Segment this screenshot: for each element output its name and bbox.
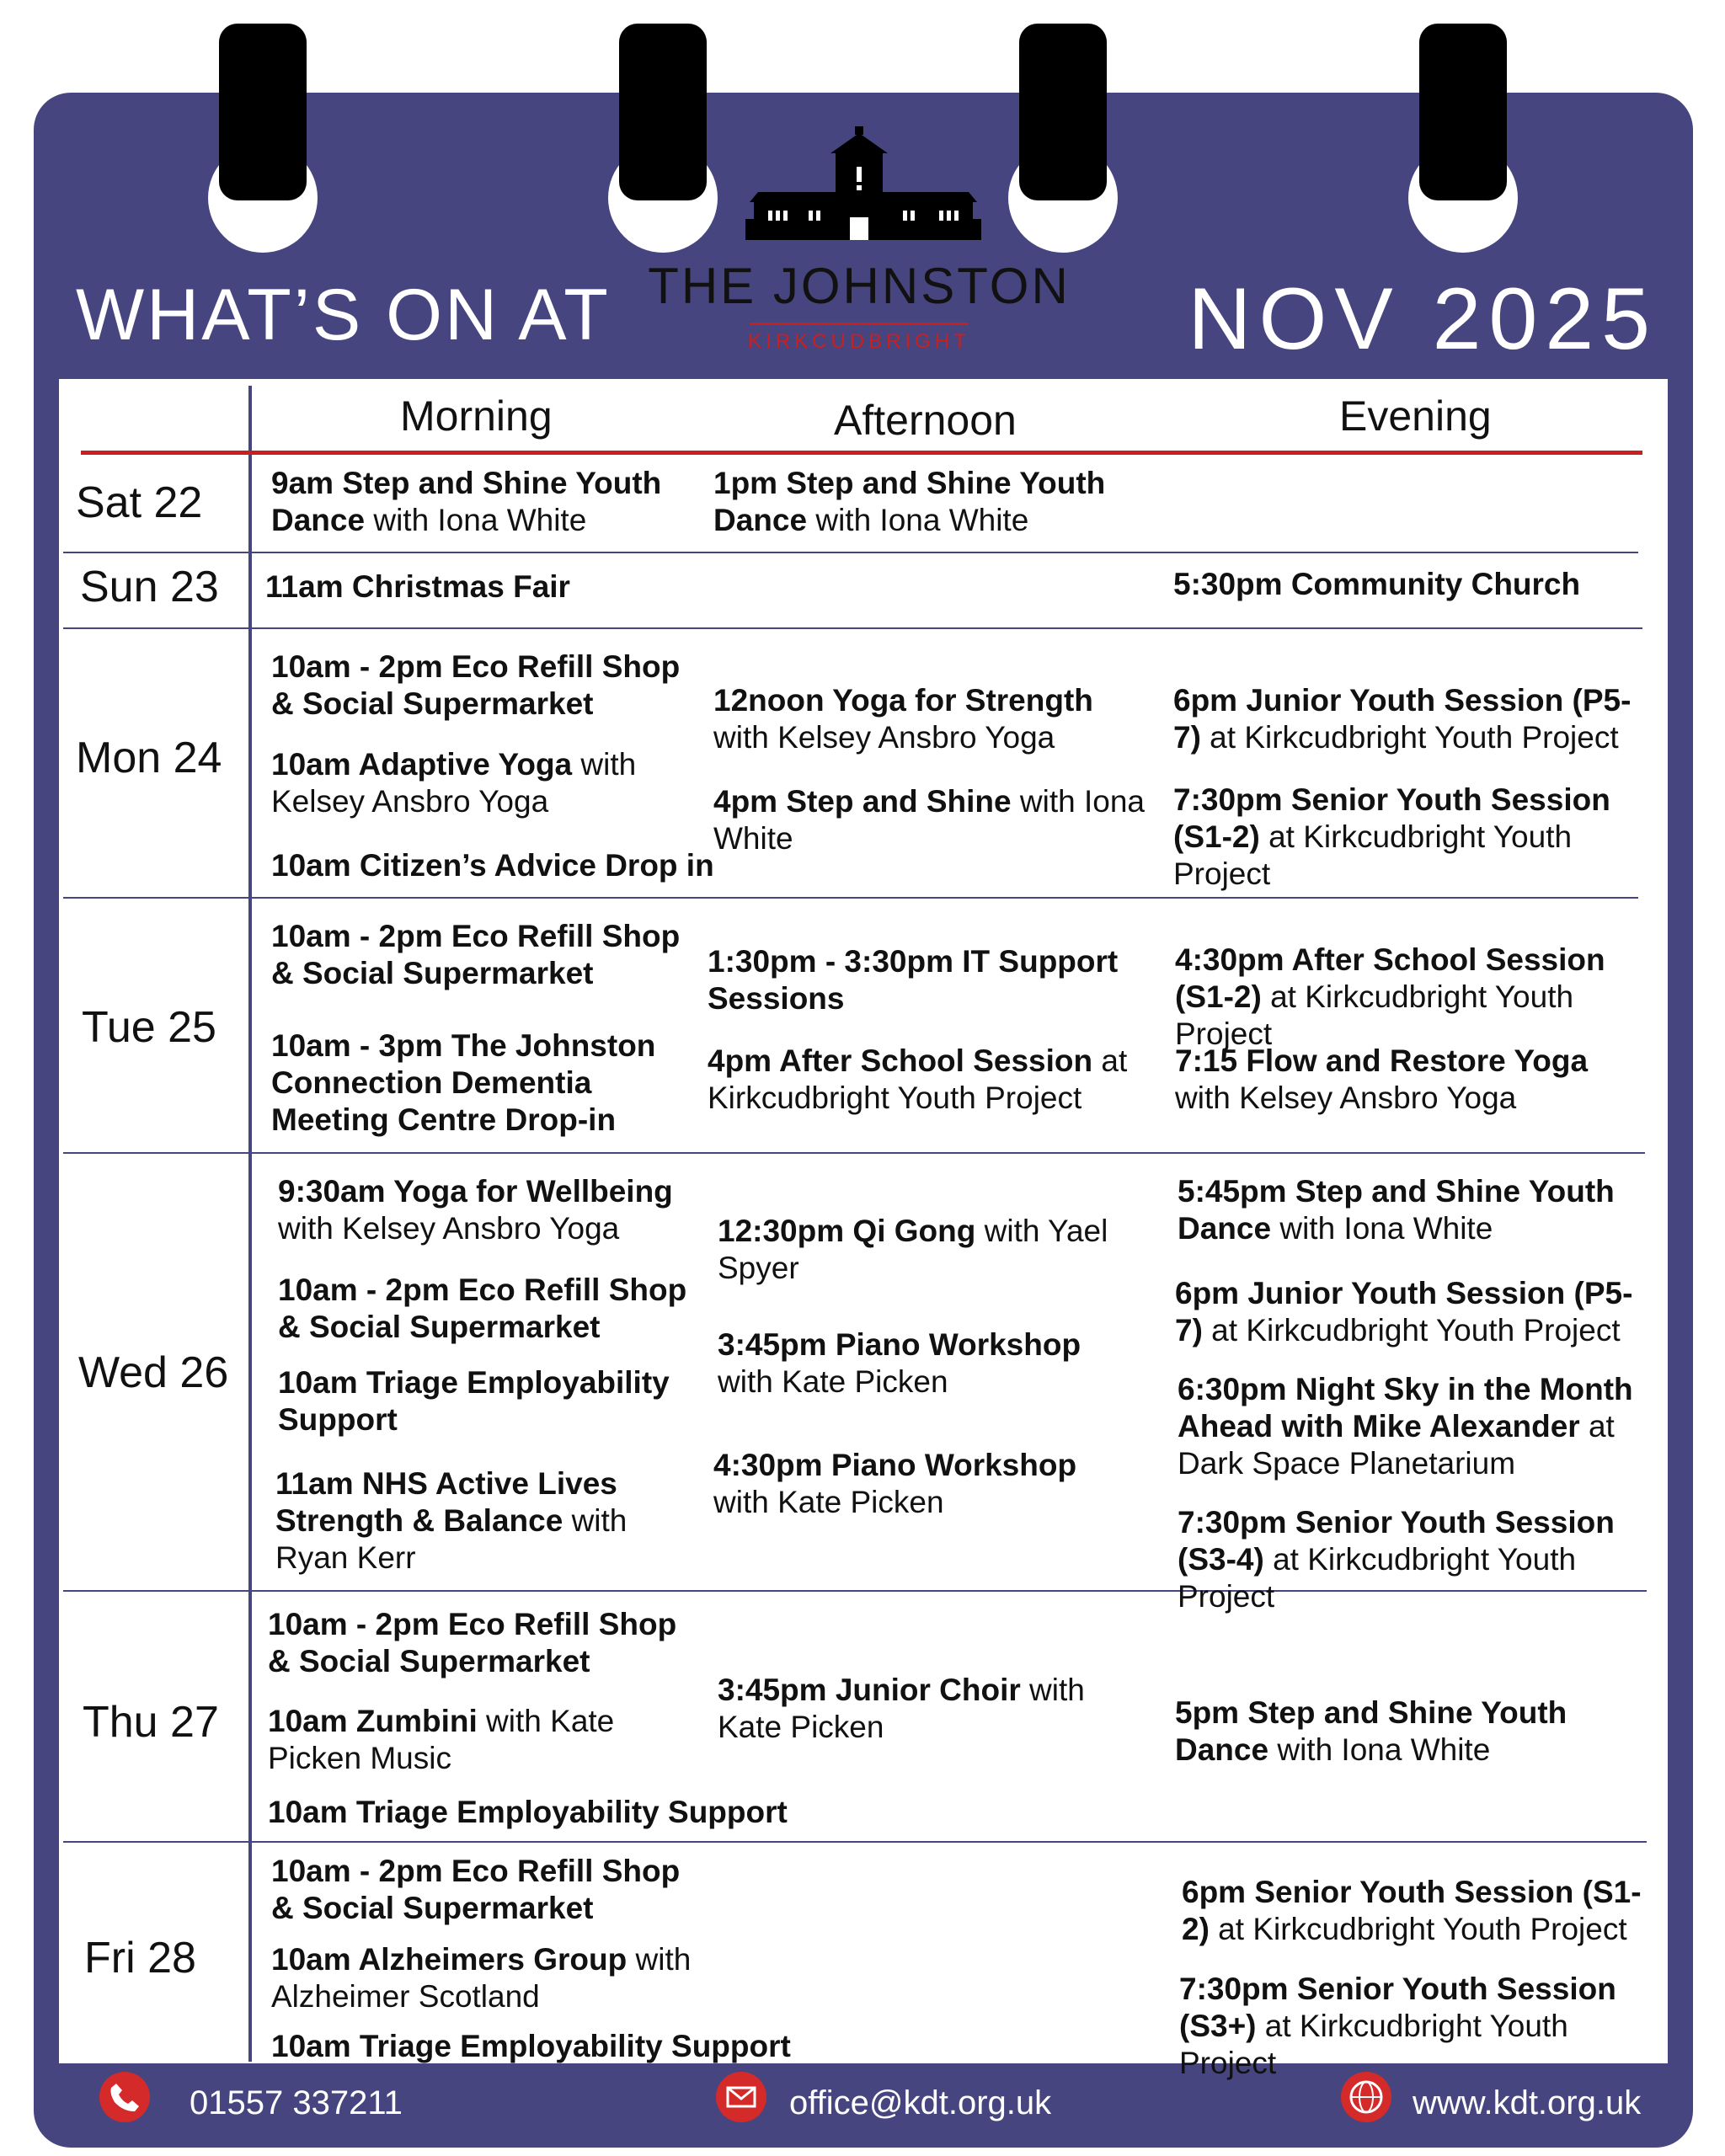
binder-ring — [1419, 24, 1507, 200]
event-item: 7:15 Flow and Restore Yoga with Kelsey Ansbro Yoga — [1175, 1043, 1589, 1115]
row-divider — [63, 897, 1638, 899]
event-item: 10am Adaptive Yoga with Kelsey Ansbro Yoga — [271, 747, 637, 819]
building-icon — [640, 126, 1078, 261]
event-item: 10am Triage Employability Support — [278, 1365, 670, 1437]
event-item: 9am Step and Shine Youth Dance with Iona White — [271, 466, 662, 537]
contact-phone[interactable]: 01557 337211 — [190, 2084, 403, 2121]
logo-divider — [750, 323, 969, 325]
event-item: 1pm Step and Shine Youth Dance with Iona White — [713, 466, 1106, 537]
row-divider — [63, 552, 1638, 553]
header-rule — [81, 451, 1642, 455]
event-item: 10am - 2pm Eco Refill Shop & Social Supermarket — [278, 1273, 687, 1344]
event-item: 3:45pm Junior Choir with Kate Picken — [718, 1673, 1085, 1744]
event-item: 12:30pm Qi Gong with Yael Spyer — [718, 1214, 1108, 1285]
event-item: 10am Triage Employability Support — [271, 2029, 791, 2063]
event-item: 10am - 2pm Eco Refill Shop & Social Supermarket — [271, 1854, 681, 1925]
day-label: Sun 23 — [80, 563, 219, 611]
event-item: 10am Citizen’s Advice Drop in — [271, 848, 714, 883]
event-item: 12noon Yoga for Strength with Kelsey Ansbro Yoga — [713, 683, 1093, 755]
event-item: 4pm Step and Shine with Iona White — [713, 784, 1145, 856]
event-item: 4:30pm After School Session (S1-2) at Kirkcudbright Youth Project — [1175, 942, 1605, 1051]
event-item: 9:30am Yoga for Wellbeing with Kelsey Ansbro Yoga — [278, 1174, 673, 1246]
event-item: 6pm Senior Youth Session (S1-2) at Kirkcudbright Youth Project — [1182, 1875, 1642, 1946]
event-item: 5:45pm Step and Shine Youth Dance with Iona White — [1178, 1174, 1615, 1246]
event-item: 10am - 3pm The Johnston Connection Dementia Meeting Centre Drop-in — [271, 1028, 656, 1137]
event-item: 10am - 2pm Eco Refill Shop & Social Supermarket — [271, 919, 681, 990]
day-label: Tue 25 — [82, 1003, 216, 1052]
day-label: Sat 22 — [76, 478, 203, 527]
day-label: Mon 24 — [76, 734, 222, 782]
event-item: 7:30pm Senior Youth Session (S3+) at Kirkcudbright Youth Project — [1179, 1972, 1616, 2080]
contact-email[interactable]: office@kdt.org.uk — [789, 2084, 1052, 2121]
event-item: 5pm Step and Shine Youth Dance with Iona White — [1175, 1695, 1567, 1767]
logo-subtitle: KIRKCUDBRIGHT — [748, 330, 970, 353]
logo-name: THE JOHNSTON — [648, 258, 1071, 314]
day-label: Thu 27 — [83, 1698, 219, 1747]
event-item: 10am Zumbini with Kate Picken Music — [268, 1704, 615, 1775]
event-item: 1:30pm - 3:30pm IT Support Sessions — [708, 944, 1119, 1016]
row-divider — [63, 1152, 1645, 1154]
event-item: 6pm Junior Youth Session (P5-7) at Kirkcudbright Youth Project — [1175, 1276, 1633, 1348]
event-item: 4pm After School Session at Kirkcudbright Youth Project — [708, 1043, 1128, 1115]
event-item: 3:45pm Piano Workshop with Kate Picken — [718, 1327, 1081, 1399]
day-label: Wed 26 — [78, 1348, 229, 1397]
header-month: NOV 2025 — [1188, 270, 1658, 368]
row-divider — [63, 627, 1642, 629]
column-header-afternoon: Afternoon — [834, 397, 1017, 444]
event-item: 7:30pm Senior Youth Session (S1-2) at Kirkcudbright Youth Project — [1173, 782, 1610, 891]
column-header-evening: Evening — [1339, 392, 1492, 440]
binder-ring — [219, 24, 307, 200]
header-title-left: WHAT’S ON AT — [76, 275, 611, 355]
event-item: 11am NHS Active Lives Strength & Balance with Ryan Kerr — [275, 1466, 628, 1575]
event-item: 11am Christmas Fair — [265, 569, 570, 604]
event-item: 10am Triage Employability Support — [268, 1795, 788, 1829]
event-item: 5:30pm Community Church — [1173, 567, 1581, 601]
event-item: 7:30pm Senior Youth Session (S3-4) at Kirkcudbright Youth Project — [1178, 1505, 1615, 1614]
row-divider — [63, 1841, 1647, 1843]
contact-website[interactable]: www.kdt.org.uk — [1413, 2084, 1642, 2121]
event-item: 10am - 2pm Eco Refill Shop & Social Supermarket — [271, 649, 681, 721]
column-header-morning: Morning — [400, 392, 553, 440]
johnston-logo — [640, 126, 1078, 362]
event-item: 10am Alzheimers Group with Alzheimer Scotland — [271, 1942, 692, 2014]
event-item: 4:30pm Piano Workshop with Kate Picken — [713, 1448, 1077, 1519]
event-item: 10am - 2pm Eco Refill Shop & Social Supermarket — [268, 1607, 677, 1678]
event-item: 6pm Junior Youth Session (P5-7) at Kirkcudbright Youth Project — [1173, 683, 1632, 755]
globe-icon — [1341, 2072, 1391, 2122]
day-label: Fri 28 — [84, 1934, 196, 1983]
email-icon — [716, 2072, 766, 2122]
phone-icon — [99, 2072, 150, 2122]
day-column-divider — [248, 386, 252, 2062]
event-item: 6:30pm Night Sky in the Month Ahead with Mike Alexander at Dark Space Planetarium — [1178, 1372, 1633, 1481]
